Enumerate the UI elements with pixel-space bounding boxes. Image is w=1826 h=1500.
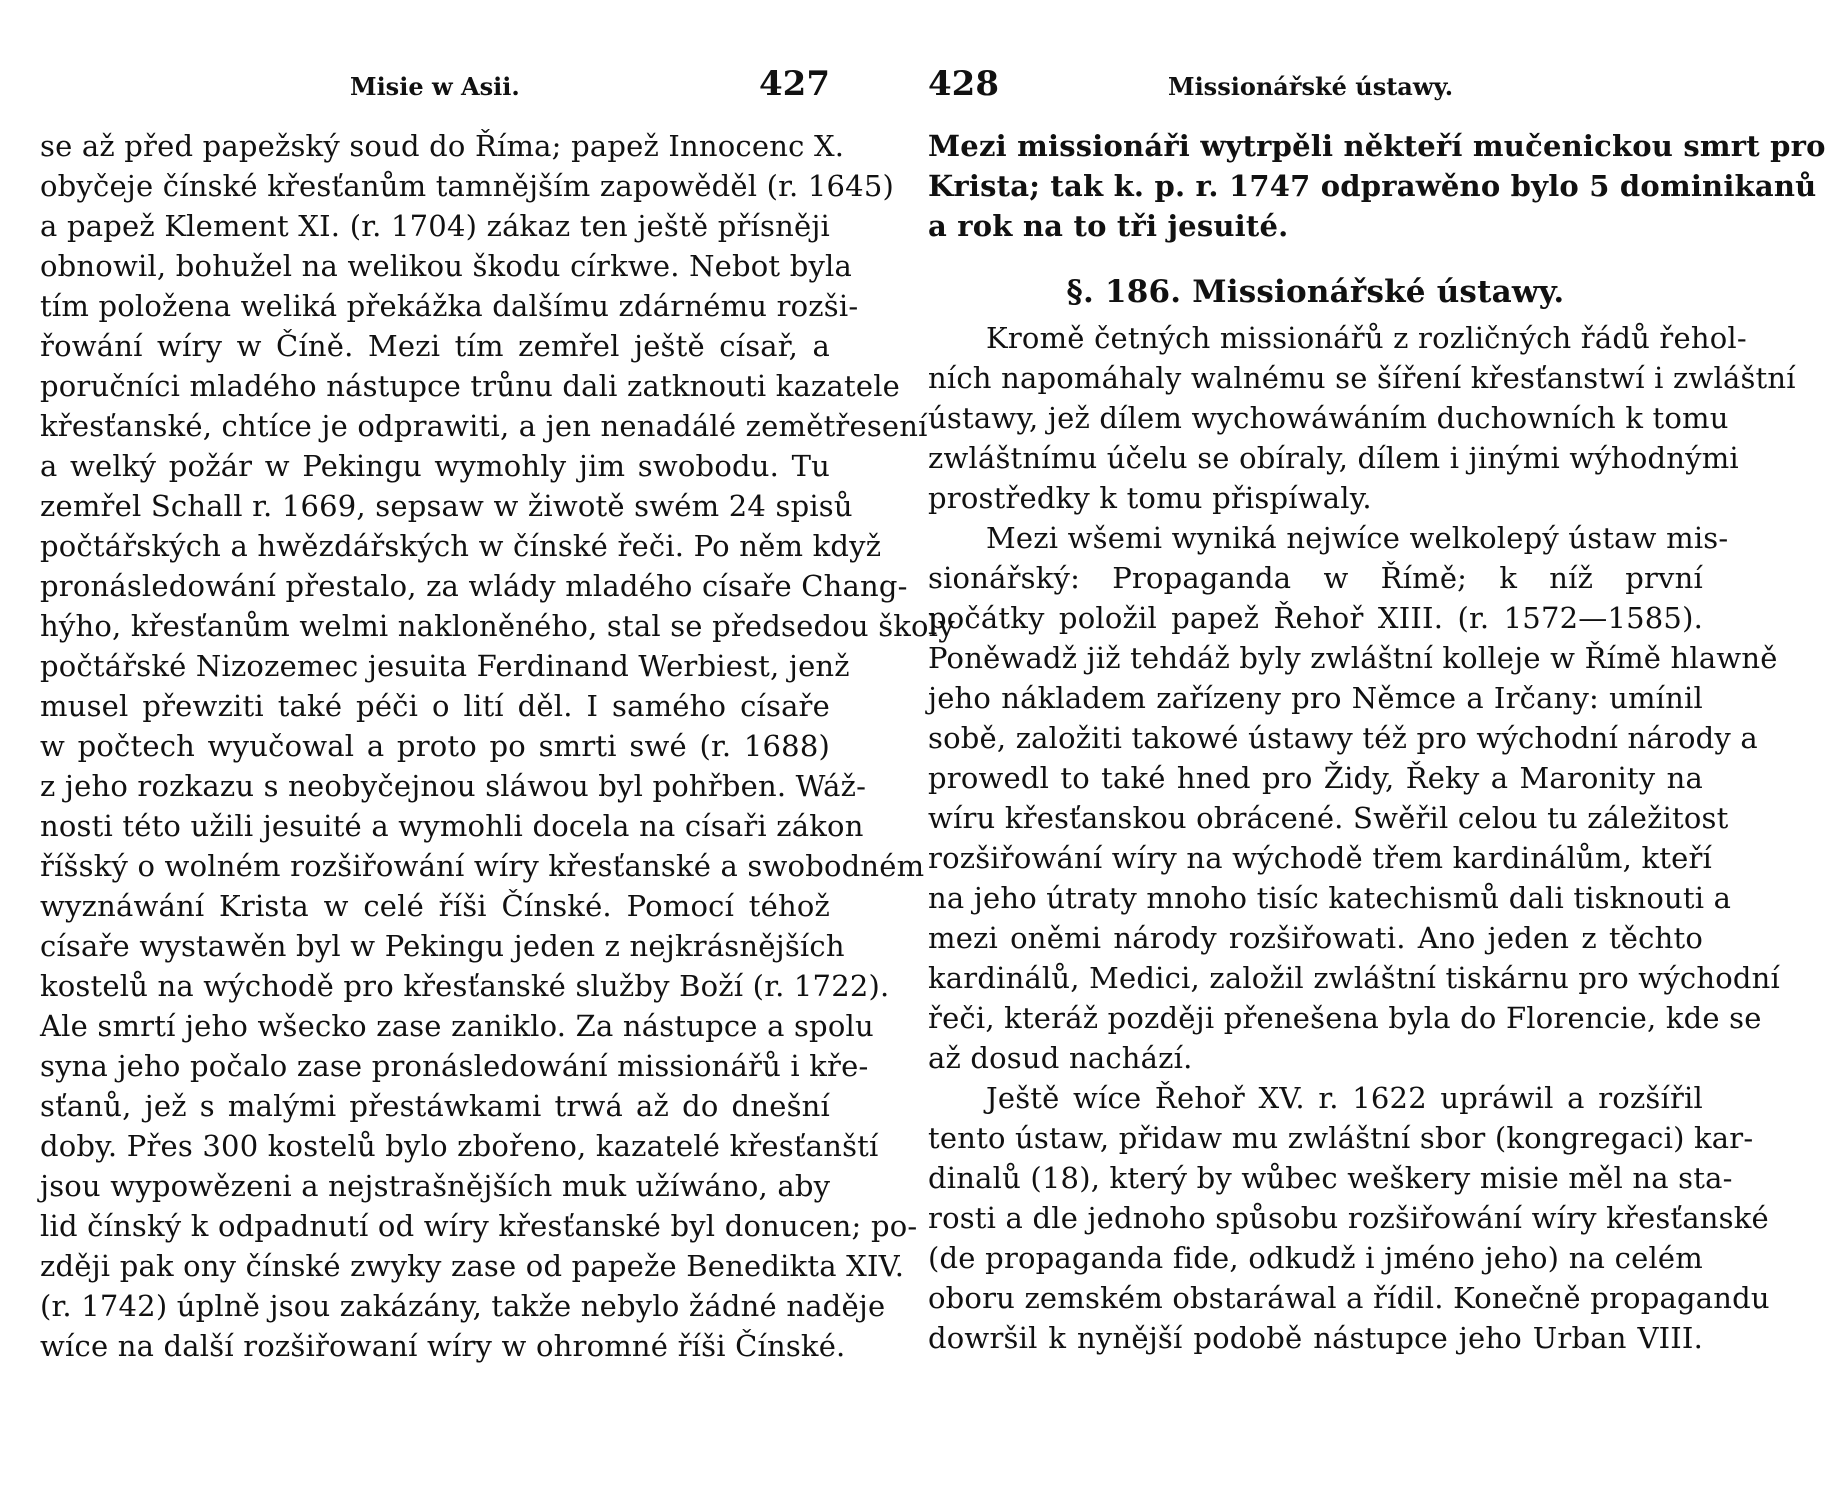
text-line: jsou wypowězeni a nejstrašnějších muk užíwáno, aby — [40, 1169, 831, 1203]
right-page-body — [928, 126, 1826, 1358]
text-line: říšský o wolném rozšiřowání wíry křesťanské a swobodném — [40, 849, 925, 883]
text-line: (de propaganda fide, odkudž i jméno jeho) na celém — [928, 1241, 1703, 1275]
right-page — [873, 0, 1826, 1500]
text-line: wíru křesťanskou obrácené. Swěřil celou tu záležitost — [928, 801, 1729, 835]
text-line: počtářské Nizozemec jesuita Ferdinand Werbiest, jenž — [40, 649, 850, 683]
text-line: oboru zemském obstaráwal a řídil. Konečně propagandu — [928, 1281, 1770, 1315]
text-line: a welký požár w Pekingu wymohly jim swobodu. Tu — [40, 449, 830, 483]
text-line: z jeho rozkazu s neobyčejnou sláwou byl pohřben. Wáž- — [40, 769, 867, 803]
text-line: Mezi missionáři wytrpěli někteří mučenickou smrt pro — [928, 129, 1826, 163]
text-line: Ještě wíce Řehoř XV. r. 1622 upráwil a rozšířil — [986, 1081, 1703, 1115]
text-line: doby. Přes 300 kostelů bylo zbořeno, kazatelé křesťanští — [40, 1129, 879, 1163]
text-line: jeho nákladem zařízeny pro Němce a Irčany: umínil — [928, 681, 1703, 715]
paragraph-3 — [928, 1078, 1770, 1358]
text-line: tento ústaw, přidaw mu zwláštní sbor (kongregaci) kar- — [928, 1121, 1754, 1155]
text-line: řowání wíry w Číně. Mezi tím zemřel ještě císař, a — [40, 329, 830, 363]
text-line: obyčeje čínské křesťanům tamnějším zapowěděl (r. 1645) — [40, 169, 894, 203]
text-line: poručníci mladého nástupce trůnu dali zatknouti kazatele — [40, 369, 901, 403]
right-running-title: Missionářské ústawy. — [1168, 72, 1454, 101]
text-line: sionářský: Propaganda w Římě; k níž první — [928, 561, 1703, 595]
text-line: císaře wystawěn byl w Pekingu jeden z nejkrásnějších — [40, 929, 845, 963]
left-page-header — [40, 62, 830, 112]
text-line: a papež Klement XI. (r. 1704) zákaz ten ještě přísněji — [40, 209, 830, 243]
text-line: hýho, křesťanům welmi nakloněného, stal se předsedou školy — [40, 609, 955, 643]
text-line: zwláštnímu účelu se obíraly, dílem i jinými wýhodnými — [928, 441, 1739, 475]
text-line: w počtech wyučowal a proto po smrti swé (r. 1688) — [40, 729, 830, 763]
left-page-number: 427 — [759, 64, 830, 104]
intro-paragraph — [928, 126, 1826, 246]
text-line: řeči, kteráž později přenešena byla do Florencie, kde se — [928, 1001, 1762, 1035]
text-line: křesťanské, chtíce je odprawiti, a jen nenadálé zemětřesení — [40, 409, 928, 443]
text-line: zemřel Schall r. 1669, sepsaw w žiwotě swém 24 spisů — [40, 489, 853, 523]
text-line: kardinálů, Medici, založil zwláštní tiskárnu pro wýchodní — [928, 961, 1781, 995]
text-line: prowedl to také hned pro Židy, Řeky a Maronity na — [928, 761, 1703, 795]
text-line: se až před papežský soud do Říma; papež Innocenc X. — [40, 129, 845, 163]
text-line: (r. 1742) úplně jsou zakázány, takže nebylo žádné naděje — [40, 1289, 886, 1323]
text-line: pronásledowání přestalo, za wlády mladého císaře Chang- — [40, 569, 908, 603]
right-page-header — [928, 62, 1703, 112]
text-line: mezi oněmi národy rozšiřowati. Ano jeden z těchto — [928, 921, 1703, 955]
paragraph-1 — [928, 318, 1796, 518]
text-line: zději pak ony čínské zwyky zase od papeže Benedikta XIV. — [40, 1249, 905, 1283]
text-line: wyznáwání Krista w celé říši Čínské. Pomocí téhož — [40, 889, 830, 923]
text-line: až dosud nachází. — [928, 1041, 1193, 1075]
text-line: na jeho útraty mnoho tisíc katechismů dali tisknouti a — [928, 881, 1732, 915]
text-line: sobě, založiti takowé ústawy též pro wýchodní národy a — [928, 721, 1758, 755]
text-line: wíce na další rozšiřowaní wíry w ohromné říši Čínské. — [40, 1329, 846, 1363]
text-line: kostelů na wýchodě pro křesťanské služby Boží (r. 1722). — [40, 969, 890, 1003]
text-line: dowršil k nynější podobě nástupce jeho Urban VIII. — [928, 1321, 1703, 1355]
left-page-body — [40, 126, 955, 1366]
text-line: ních napomáhaly walnému se šíření křesťanstwí i zwláštní — [928, 361, 1796, 395]
text-line: počtářských a hwězdářských w čínské řeči. Po něm když — [40, 529, 882, 563]
section-gap — [928, 246, 1703, 266]
text-line: nosti této užili jesuité a wymohli docela na císaři zákon — [40, 809, 864, 843]
section-heading: §. 186. Missionářské ústawy. — [1066, 274, 1565, 310]
left-running-title: Misie w Asii. — [350, 72, 520, 101]
text-line: rozšiřowání wíry na wýchodě třem kardinálům, kteří — [928, 841, 1712, 875]
text-line: tím položena weliká překážka dalšímu zdárnému rozši- — [40, 289, 859, 323]
text-line: ústawy, jež dílem wychowáwáním duchowních k tomu — [928, 401, 1729, 435]
text-line: dinalů (18), který by wůbec weškery misie měl na sta- — [928, 1161, 1733, 1195]
text-line: Kromě četných missionářů z rozličných řádů řehol- — [986, 321, 1747, 355]
text-line: rosti a dle jednoho spůsobu rozšiřowání wíry křesťanské — [928, 1201, 1769, 1235]
text-line: a rok na to tři jesuité. — [928, 209, 1289, 243]
text-line: musel přewziti také péči o lití děl. I samého císaře — [40, 689, 830, 723]
text-line: obnowil, bohužel na welikou škodu církwe. Nebot byla — [40, 249, 853, 283]
text-line: počátky položil papež Řehoř XIII. (r. 1572—1585). — [928, 601, 1703, 635]
right-page-number: 428 — [928, 64, 999, 104]
text-line: Poněwadž již tehdáž byly zwláštní kolleje w Římě hlawně — [928, 641, 1778, 675]
text-line: syna jeho počalo zase pronásledowání missionářů i kře- — [40, 1049, 869, 1083]
paragraph-2 — [928, 518, 1781, 1078]
text-line: sťanů, jež s malými přestáwkami trwá až do dnešní — [40, 1089, 830, 1123]
text-line: Krista; tak k. p. r. 1747 odprawěno bylo 5 dominikanů — [928, 169, 1817, 203]
text-line: prostředky k tomu přispíwaly. — [928, 481, 1372, 515]
text-line: lid čínský k odpadnutí od wíry křesťanské byl donucen; po- — [40, 1209, 918, 1243]
text-line: Mezi wšemi wyniká nejwíce welkolepý ústaw mis- — [986, 521, 1729, 555]
text-line: Ale smrtí jeho wšecko zase zaniklo. Za nástupce a spolu — [40, 1009, 874, 1043]
